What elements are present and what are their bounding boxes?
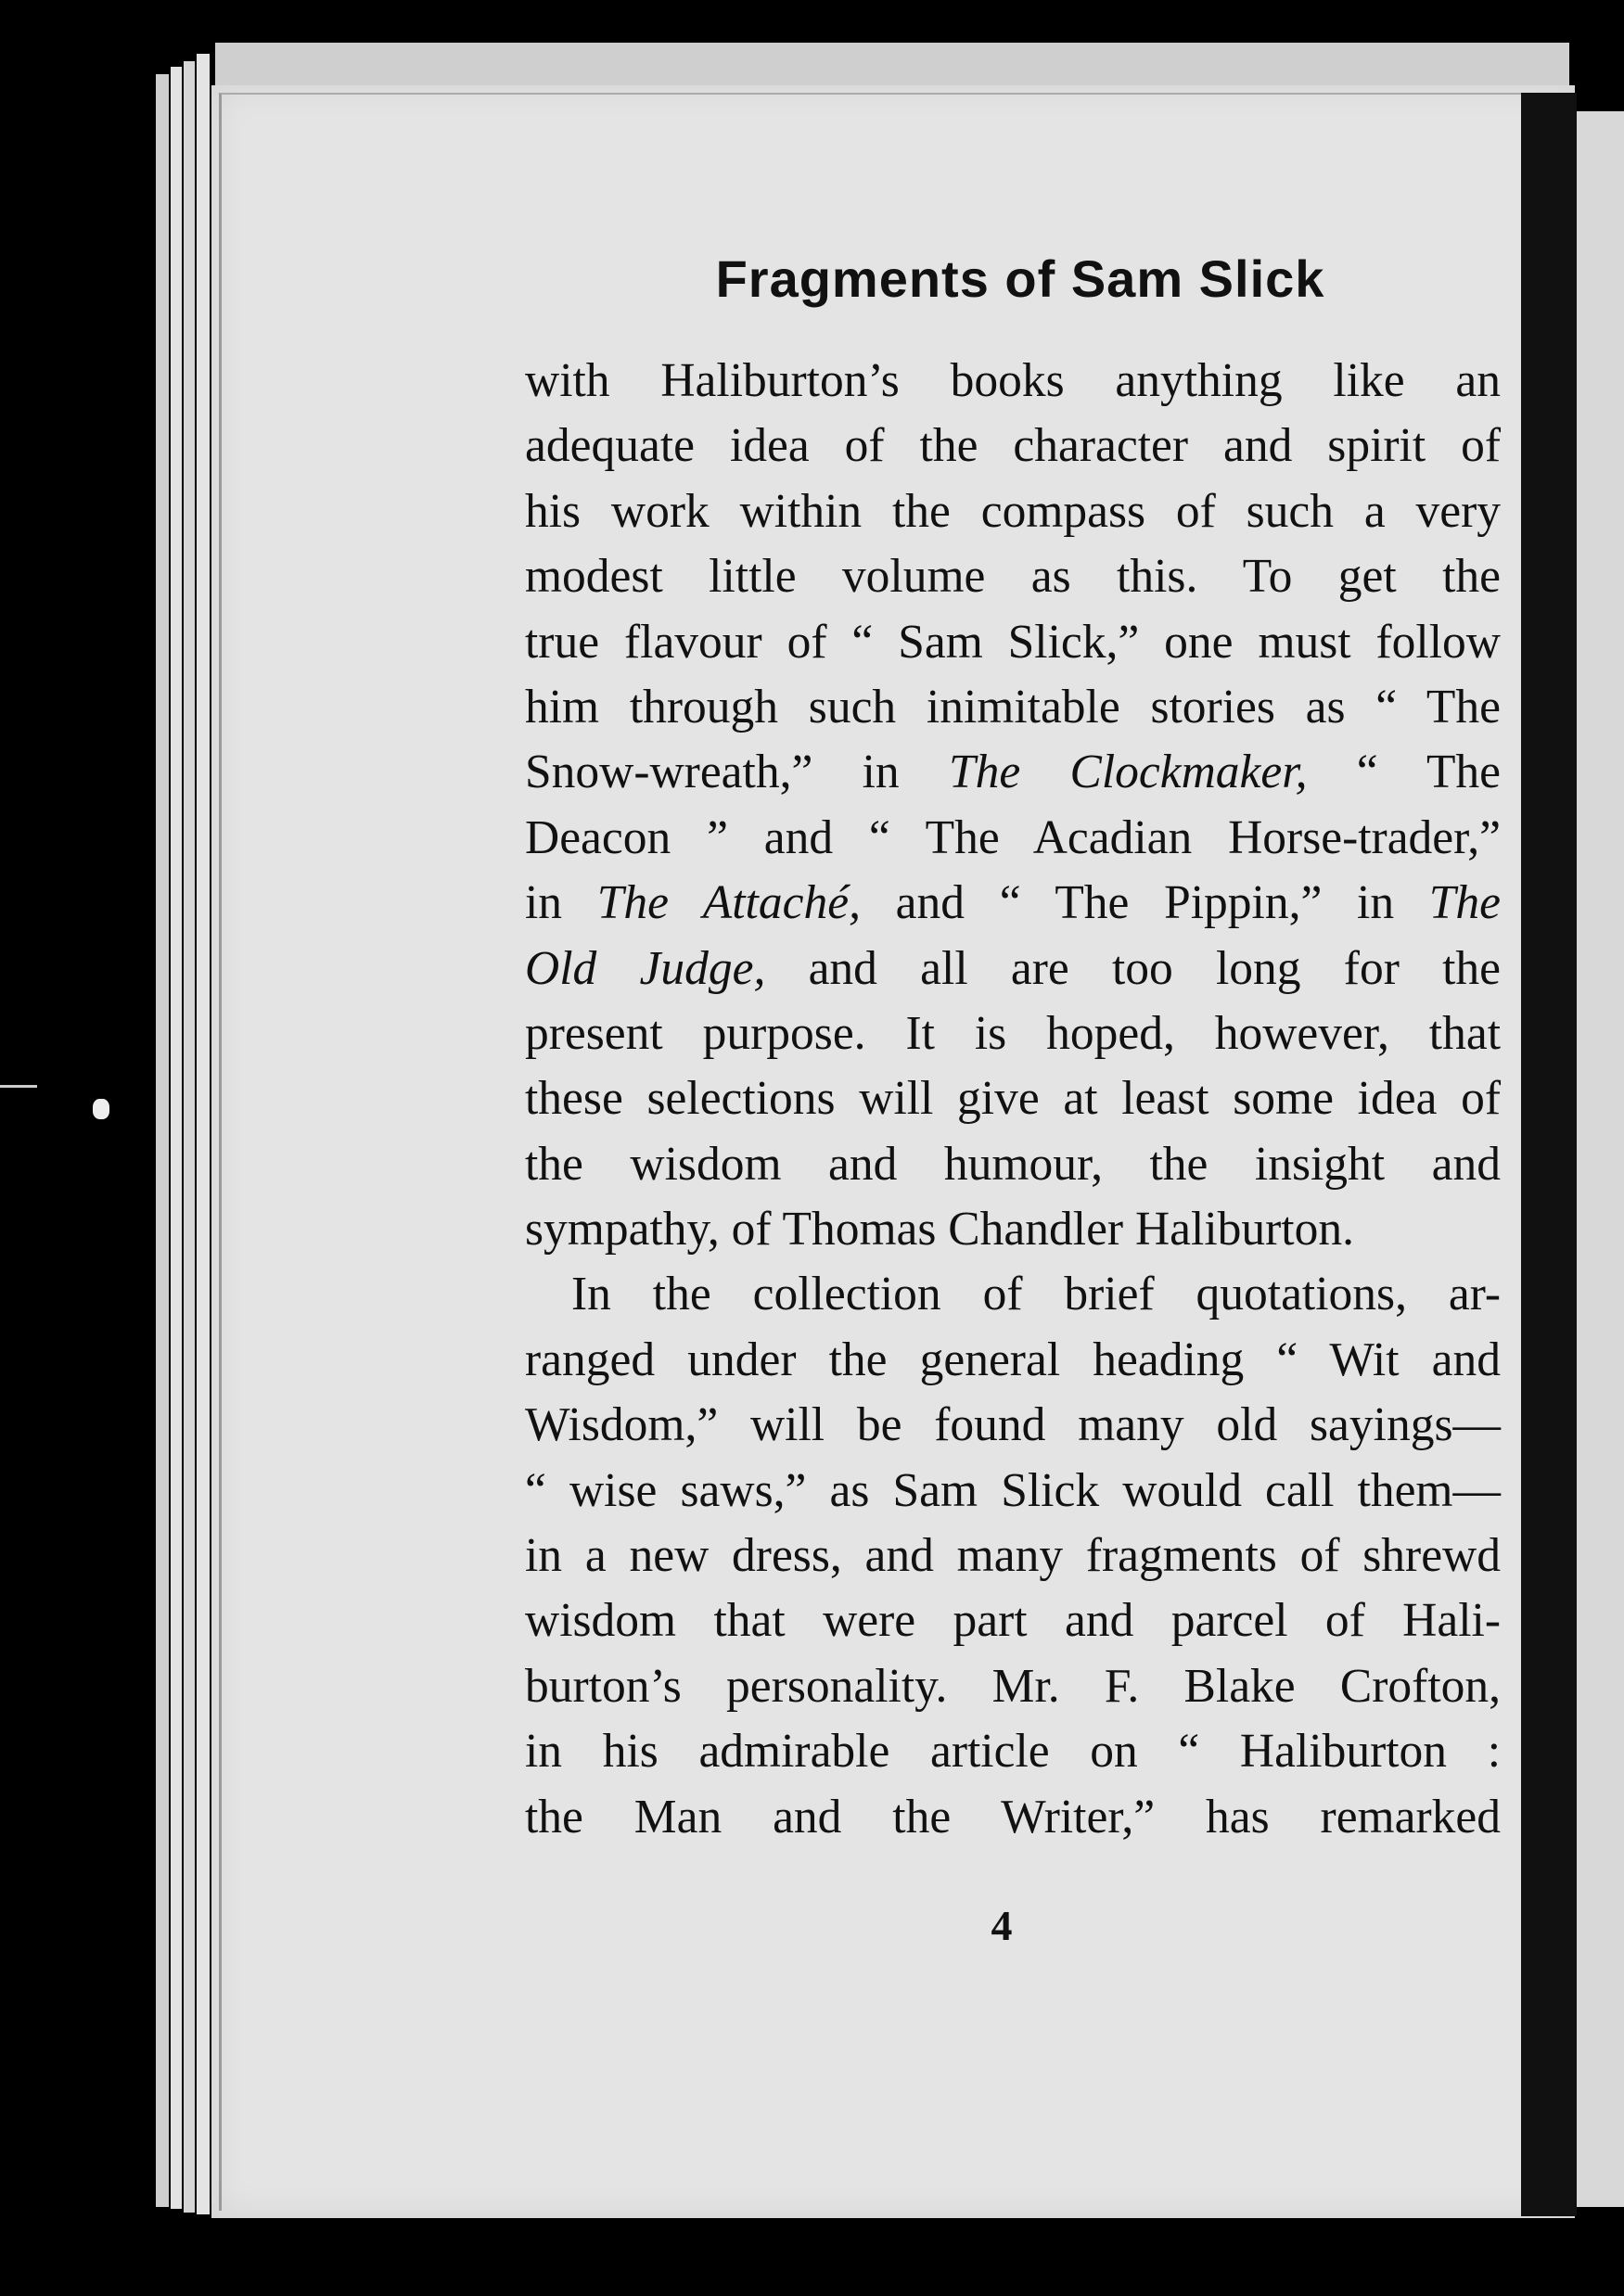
binding-gutter xyxy=(1521,93,1577,2216)
page-edge xyxy=(171,67,182,2209)
text-line: ranged under the general heading “ Wit and xyxy=(525,1333,1501,1386)
text-line: modest little volume as this. To get the xyxy=(525,550,1501,604)
page-edge xyxy=(156,74,169,2207)
text-line: adequate idea of the character and spirit of xyxy=(525,419,1501,473)
book-title: The Clockmaker, xyxy=(948,746,1308,799)
text-line: true flavour of “ Sam Slick,” one must follow xyxy=(525,615,1501,669)
text-segment: Snow-wreath,” in xyxy=(525,746,900,799)
text-line xyxy=(525,871,1501,936)
text-segment: and “ The Pippin,” in xyxy=(895,876,1395,930)
book-title: The Attaché, xyxy=(596,876,861,930)
scan-mark xyxy=(0,1085,37,1088)
text-line: his work within the compass of such a very xyxy=(525,484,1501,538)
page-edge xyxy=(197,54,210,2214)
text-line: in a new dress, and many fragments of shrewd xyxy=(525,1529,1501,1583)
page-edge xyxy=(184,61,195,2213)
text-line: with Haliburton’s books anything like an xyxy=(525,354,1501,407)
text-line: the Man and the Writer,” has remarked xyxy=(525,1790,1501,1843)
page-number: 4 xyxy=(991,1902,1013,1949)
book-title: The xyxy=(1428,876,1502,930)
text-segment: in xyxy=(525,876,563,930)
text-line xyxy=(525,937,1501,1001)
body-text xyxy=(525,349,1501,1850)
running-head: Fragments of Sam Slick xyxy=(715,249,1325,308)
text-line: Wisdom,” will be found many old sayings— xyxy=(525,1398,1501,1452)
book-title: Old Judge, xyxy=(525,941,766,995)
text-line: wisdom that were part and parcel of Hali- xyxy=(525,1594,1501,1648)
text-line: Deacon ” and “ The Acadian Horse-trader,” xyxy=(525,810,1501,864)
text-line: in his admirable article on “ Haliburton : xyxy=(525,1725,1501,1779)
text-line: present purpose. It is hoped, however, that xyxy=(525,1006,1501,1060)
text-line: the wisdom and humour, the insight and xyxy=(525,1137,1501,1191)
text-line: In the collection of brief quotations, ar- xyxy=(571,1268,1501,1321)
text-segment: “ The xyxy=(1356,746,1502,799)
text-line: burton’s personality. Mr. F. Blake Crofton, xyxy=(525,1659,1501,1713)
text-line: sympathy, of Thomas Chandler Haliburton. xyxy=(525,1203,1354,1256)
text-line xyxy=(525,740,1501,805)
scan-speck xyxy=(93,1099,109,1119)
text-line: “ wise saws,” as Sam Slick would call them— xyxy=(525,1463,1501,1517)
text-segment: and all are too long for the xyxy=(808,941,1501,995)
text-line: him through such inimitable stories as “ The xyxy=(525,680,1501,733)
text-line: these selections will give at least some idea of xyxy=(525,1072,1501,1126)
facing-page-edge xyxy=(1577,111,1624,2207)
